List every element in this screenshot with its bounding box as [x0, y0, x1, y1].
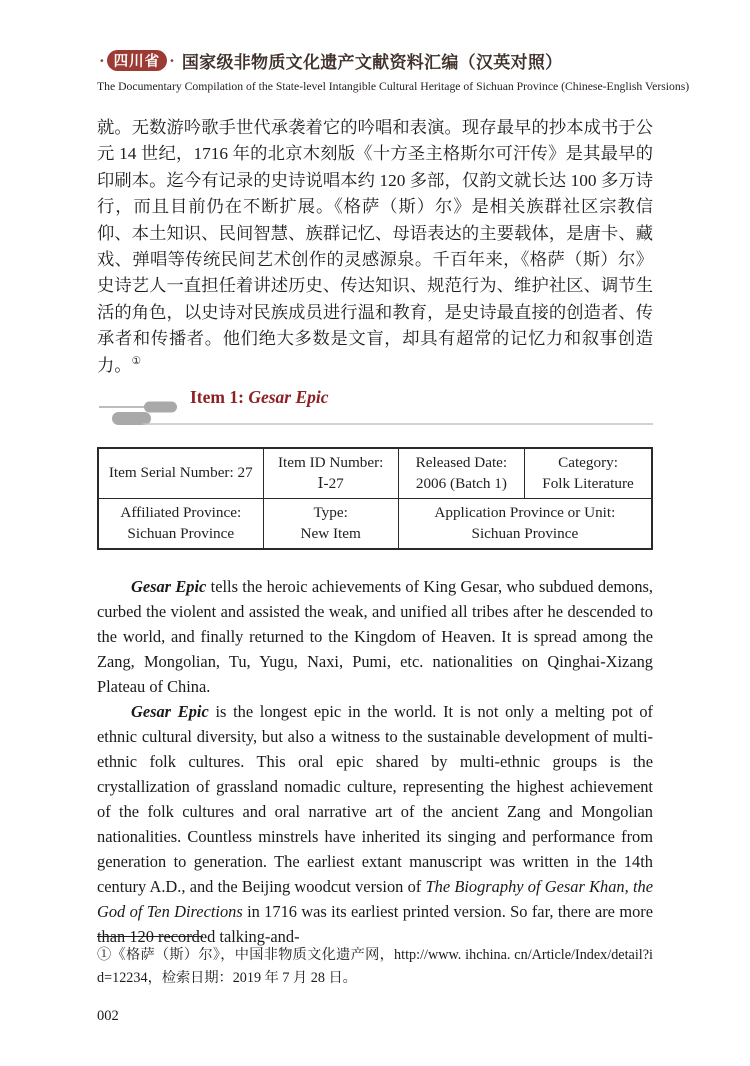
header-subtitle: The Documentary Compilation of the State-level Intangible Cultural Heritage of Sichuan Province (Chinese-English Versions): [97, 80, 690, 93]
paragraph-text: in 1716 was its earliest printed version. So far, there are more than 120 recorded talking-and-: [97, 902, 653, 947]
footnote-marker: ①: [97, 947, 112, 963]
cell-category: [525, 448, 652, 499]
badge-dot-right: ·: [169, 51, 175, 70]
footnote-ref-marker: ①: [131, 355, 141, 367]
page-header: [97, 48, 653, 73]
cell-line: Category:: [558, 454, 618, 472]
table-row: [98, 499, 652, 550]
cell-line: Application Province or Unit:: [434, 504, 616, 522]
cell-line: Released Date:: [415, 454, 508, 472]
body-paragraph: [97, 699, 653, 949]
cell-line: Affiliated Province:: [120, 504, 242, 522]
paragraph-text: is the longest epic in the world. It is not only a melting pot of ethnic cultural diversity, but also a witness to the sustainable development of multi-ethnic folk cultures. This oral epic shared by multi-ethnic groups is the crystallization of grassland nomadic culture, representing the highest achievement of the folk cultures and oral narrative art of the ancient Zang and Mongolian nationalities. Countless minstrels have inherited its singing and performance from generation to generation. The earliest extant manuscript was written in the 14th century A.D., and the Beijing woodcut version of: [97, 702, 654, 897]
item-heading-title: Gesar Epic: [248, 387, 329, 408]
book-title: The Biography of Gesar Khan, the God of Ten Directions: [97, 877, 653, 922]
paragraph-lead: Gesar Epic: [131, 702, 209, 722]
cell-line: Ⅰ-27: [317, 474, 344, 492]
badge-dot-left: ·: [99, 51, 105, 70]
item-heading: [97, 387, 653, 431]
info-table: [97, 447, 653, 550]
paragraph-lead: Gesar Epic: [131, 577, 207, 597]
cell-line: Item ID Number:: [277, 454, 384, 472]
cell-line: 2006 (Batch 1): [415, 474, 507, 492]
paragraph-text: tells the heroic achievements of King Gesar, who subdued demons, curbed the violent and assisted the weak, and unified all tribes after he descended to the world, and finally returned to the Kingdom of Heaven. It is spread among the Zang, Mongolian, Tu, Yugu, Naxi, Pumi, etc. nationalities on Qinghai-Xizang Plateau of China.: [97, 577, 653, 697]
footnote: [97, 936, 653, 989]
intro-paragraph-text: 就。无数游吟歌手世代承袭着它的吟唱和表演。现存最早的抄本成书于公元 14 世纪，1716 年的北京木刻版《十方圣主格斯尔可汗传》是其最早的印刷本。迄今有记录的史诗说唱本约 120 多部，仅韵文就长达 100 多万诗行，而且目前仍在不断扩展。《格萨（斯）尔》是相关族群社区宗教信仰、本土知识、民间智慧、族群记忆、母语表达的主要载体，是唐卡、藏戏、弹唱等传统民间艺术创作的灵感源泉。千百年来，《格萨（斯）尔》史诗艺人一直担任着讲述历史、传达知识、规范行为、维护社区、调节生活的角色，以史诗对民族成员进行温和教育，是史诗最直接的创造者、传承者和传播者。他们绝大多数是文盲，却具有超常的记忆力和叙事创造力。: [97, 118, 653, 375]
cell-line: Type:: [313, 504, 348, 522]
cell-line: New Item: [300, 524, 361, 542]
cell-line: Item Serial Number: 27: [108, 464, 253, 482]
cell-id-number: [263, 448, 398, 499]
cell-released-date: [398, 448, 524, 499]
cell-type: [263, 499, 398, 550]
cell-application-province: [398, 499, 652, 550]
cloud-scroll-decor-icon: [97, 399, 653, 431]
intro-paragraph-cn: [97, 115, 653, 379]
item-heading-prefix: Item 1:: [190, 387, 249, 408]
cell-line: Sichuan Province: [471, 524, 579, 542]
body-paragraph: [97, 574, 653, 699]
cell-affiliated-province: [98, 499, 263, 550]
table-row: [98, 448, 652, 499]
cell-serial-number: [98, 448, 263, 499]
footnote-body: 《格萨（斯）尔》，中国非物质文化遗产网，http://www. ihchina. cn/Article/Index/detail?id=12234，检索日期：2019 年 7 月 28 日。: [97, 947, 653, 986]
page-number: 002: [97, 1008, 119, 1024]
cell-line: Folk Literature: [542, 474, 634, 492]
header-title: 国家级非物质文化遗产文献资料汇编（汉英对照）: [181, 53, 563, 72]
item-heading-text: [190, 387, 329, 408]
footnote-text: [97, 944, 653, 989]
page-content: [97, 0, 690, 949]
footnote-divider: [97, 936, 203, 937]
province-badge: 四川省: [107, 50, 168, 71]
cell-line: Sichuan Province: [127, 524, 235, 542]
